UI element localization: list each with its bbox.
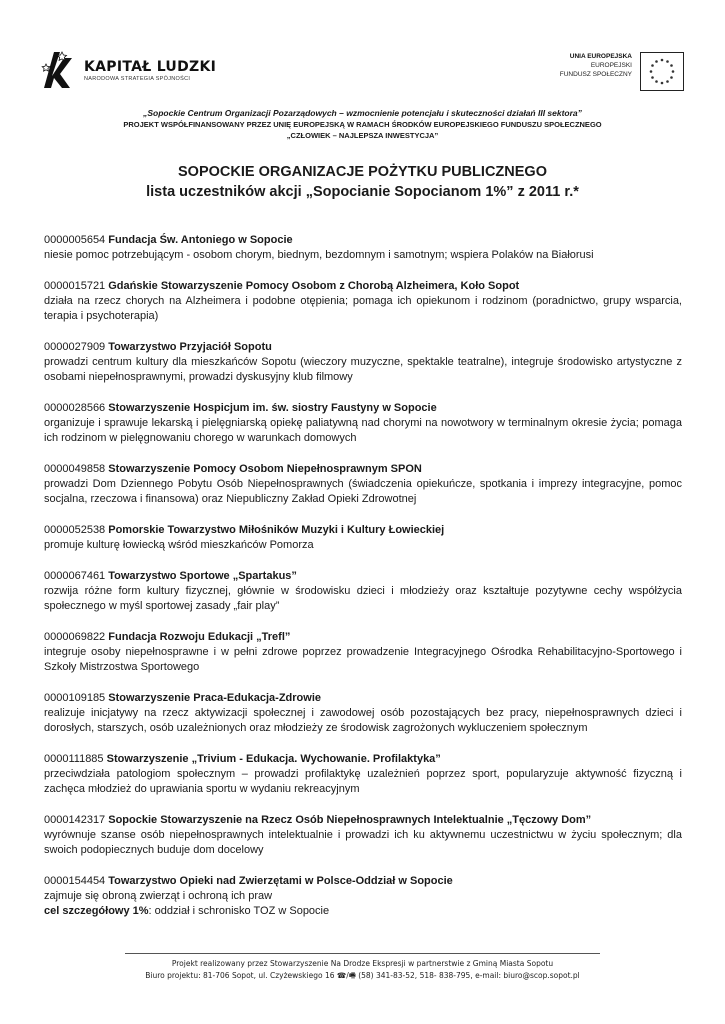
organization-description: niesie pomoc potrzebującym - osobom chorym, biednym, bezdomnym i samotnym; wspiera Polaków na Białorusi <box>44 249 594 261</box>
specific-goal <box>44 904 682 919</box>
krs-number: 0000049858 <box>44 463 106 475</box>
organization-description: integruje osoby niepełnosprawne i w pełni zdrowe poprzez prowadzenie Integracyjnego Ośrodka Rehabilitacyjno-Sportowego i Szkoły Mistrzostwa Sportowego <box>44 646 682 673</box>
organization-name: Stowarzyszenie „Trivium - Edukacja. Wychowanie. Profilaktyka” <box>106 753 441 765</box>
kapital-ludzki-emblem-icon <box>40 48 78 92</box>
footer-line2: Biuro projektu: 81-706 Sopot, ul. Czyżewskiego 16 ☎/🖷 (58) 341-83-52, 518- 838-795, e-mail: biuro@scop.sopot.pl <box>145 971 580 980</box>
list-item <box>44 523 682 553</box>
krs-number: 0000069822 <box>44 631 106 643</box>
organization-name: Towarzystwo Sportowe „Spartakus” <box>108 570 297 582</box>
list-item <box>44 462 682 507</box>
krs-number: 0000005654 <box>44 234 106 246</box>
document-title-line1: SOPOCKIE ORGANIZACJE POŻYTKU PUBLICZNEGO <box>178 164 547 180</box>
document-title <box>0 162 725 202</box>
list-item <box>44 233 682 263</box>
list-item <box>44 569 682 614</box>
krs-number: 0000111885 <box>44 753 104 765</box>
organization-name: Fundacja Rozwoju Edukacji „Trefl” <box>108 631 291 643</box>
eu-logo <box>560 52 684 91</box>
list-item <box>44 752 682 797</box>
list-item <box>44 691 682 736</box>
list-item <box>44 340 682 385</box>
list-item <box>44 630 682 675</box>
organization-description: prowadzi Dom Dziennego Pobytu Osób Niepełnosprawnych (świadczenia opiekuńcze, spotkania i imprezy integracyjne, pomoc socjalna, rzeczowa i finansowa) oraz Niepubliczny Zakład Opieki Zdrowotnej <box>44 478 682 505</box>
organization-name: Stowarzyszenie Pomocy Osobom Niepełnosprawnym SPON <box>108 463 422 475</box>
krs-number: 0000142317 <box>44 814 106 826</box>
footer-divider <box>125 953 600 954</box>
left-logo-subtitle: NARODOWA STRATEGIA SPÓJNOŚCI <box>84 75 191 82</box>
list-item <box>44 279 682 324</box>
footer-line1: Projekt realizowany przez Stowarzyszenie Na Drodze Ekspresji w partnerstwie z Gminą Miasta Sopotu <box>171 959 554 968</box>
organization-name: Pomorskie Towarzystwo Miłośników Muzyki i Kultury Łowieckiej <box>108 524 445 536</box>
organization-description: wyrównuje szanse osób niepełnosprawnych intelektualnie i prowadzi ich ku aktywnemu uczestnictwu w życiu społecznym; dla swoich podopiecznych buduje dom docelowy <box>44 829 682 856</box>
krs-number: 0000027909 <box>44 341 106 353</box>
krs-number: 0000028566 <box>44 402 106 414</box>
page-header <box>0 0 725 105</box>
project-motto: „CZŁOWIEK – NAJLEPSZA INWESTYCJA” <box>286 131 439 140</box>
specific-goal-label: cel szczegółowy 1% <box>44 905 149 917</box>
eu-logo-line2: EUROPEJSKI <box>590 62 632 69</box>
organization-name: Gdańskie Stowarzyszenie Pomocy Osobom z Chorobą Alzheimera, Koło Sopot <box>108 280 520 292</box>
project-title: „Sopockie Centrum Organizacji Pozarządowych – wzmocnienie potencjału i skuteczności działań III sektora” <box>143 108 582 118</box>
organization-description: działa na rzecz chorych na Alzheimera i podobne otępienia; pomaga ich opiekunom i rodzinom (poradnictwo, grupy wsparcia, terapia i psychoterapia) <box>44 295 682 322</box>
page-footer <box>0 958 725 982</box>
list-item <box>44 813 682 858</box>
eu-logo-line3: FUNDUSZ SPOŁECZNY <box>559 71 632 78</box>
organization-name: Stowarzyszenie Hospicjum im. św. siostry Faustyny w Sopocie <box>108 402 437 414</box>
krs-number: 0000015721 <box>44 280 106 292</box>
document-title-line2: lista uczestników akcji „Sopocianie Sopocianom 1%” z 2011 r.* <box>146 184 579 200</box>
organization-name: Fundacja Św. Antoniego w Sopocie <box>108 234 293 246</box>
organization-description: przeciwdziała patologiom społecznym – prowadzi profilaktykę uzależnień poprzez sport, popularyzuje aktywność fizyczną i zachęca młodzież do uprawiania sportu w wydaniu rekreacyjnym <box>44 768 682 795</box>
organization-description: rozwija różne form kultury fizycznej, głównie w środowisku dzieci i młodzieży oraz kształtuje pozytywne cechy współżycia społecznego w myśl sportowej zasady „fair play” <box>44 585 682 612</box>
organization-description: prowadzi centrum kultury dla mieszkańców Sopotu (wieczory muzyczne, spektakle teatralne), integruje środowisko artystyczne z osobami niepełnosprawnymi, prowadzi dyskusyjny klub filmowy <box>44 356 682 383</box>
organization-description: organizuje i sprawuje lekarską i pielęgniarską opiekę paliatywną nad chorymi na nowotwory w terminalnym okresie życia; pomaga ich rodzinom w pielęgnowaniu chorego w warunkach domowych <box>44 417 682 444</box>
krs-number: 0000154454 <box>44 875 106 887</box>
organization-name: Sopockie Stowarzyszenie na Rzecz Osób Niepełnosprawnych Intelektualnie „Tęczowy Dom” <box>108 814 592 826</box>
list-item <box>44 874 682 919</box>
organization-name: Stowarzyszenie Praca-Edukacja-Zdrowie <box>108 692 321 704</box>
kapital-ludzki-logo <box>40 48 216 92</box>
organization-name: Towarzystwo Przyjaciół Sopotu <box>108 341 272 353</box>
left-logo-title: KAPITAŁ LUDZKI <box>84 58 217 75</box>
eu-logo-line1: UNIA EUROPEJSKA <box>569 53 632 60</box>
krs-number: 0000109185 <box>44 692 106 704</box>
project-info <box>0 108 725 141</box>
organization-description: realizuje inicjatywy na rzecz aktywizacji społecznej i zawodowej osób pozostających bez pracy, niepełnosprawnych dzieci i dorosłych, starszych, osób uzależnionych oraz młodzieży ze środowisk zagrożonych wykluczeniem społecznym <box>44 707 682 734</box>
organization-name: Towarzystwo Opieki nad Zwierzętami w Polsce-Oddział w Sopocie <box>108 875 453 887</box>
list-item <box>44 401 682 446</box>
specific-goal-text: : oddział i schronisko TOZ w Sopocie <box>148 905 330 917</box>
organization-list <box>44 233 682 935</box>
project-cofinancing: PROJEKT WSPÓŁFINANSOWANY PRZEZ UNIĘ EUROPEJSKĄ W RAMACH ŚRODKÓW EUROPEJSKIEGO FUNDUSZU SPOŁECZNEGO <box>123 120 602 129</box>
organization-description: promuje kulturę łowiecką wśród mieszkańców Pomorza <box>44 539 314 551</box>
eu-flag-icon <box>640 52 684 91</box>
organization-description: zajmuje się obroną zwierząt i ochroną ich praw <box>44 890 273 902</box>
krs-number: 0000067461 <box>44 570 106 582</box>
krs-number: 0000052538 <box>44 524 106 536</box>
